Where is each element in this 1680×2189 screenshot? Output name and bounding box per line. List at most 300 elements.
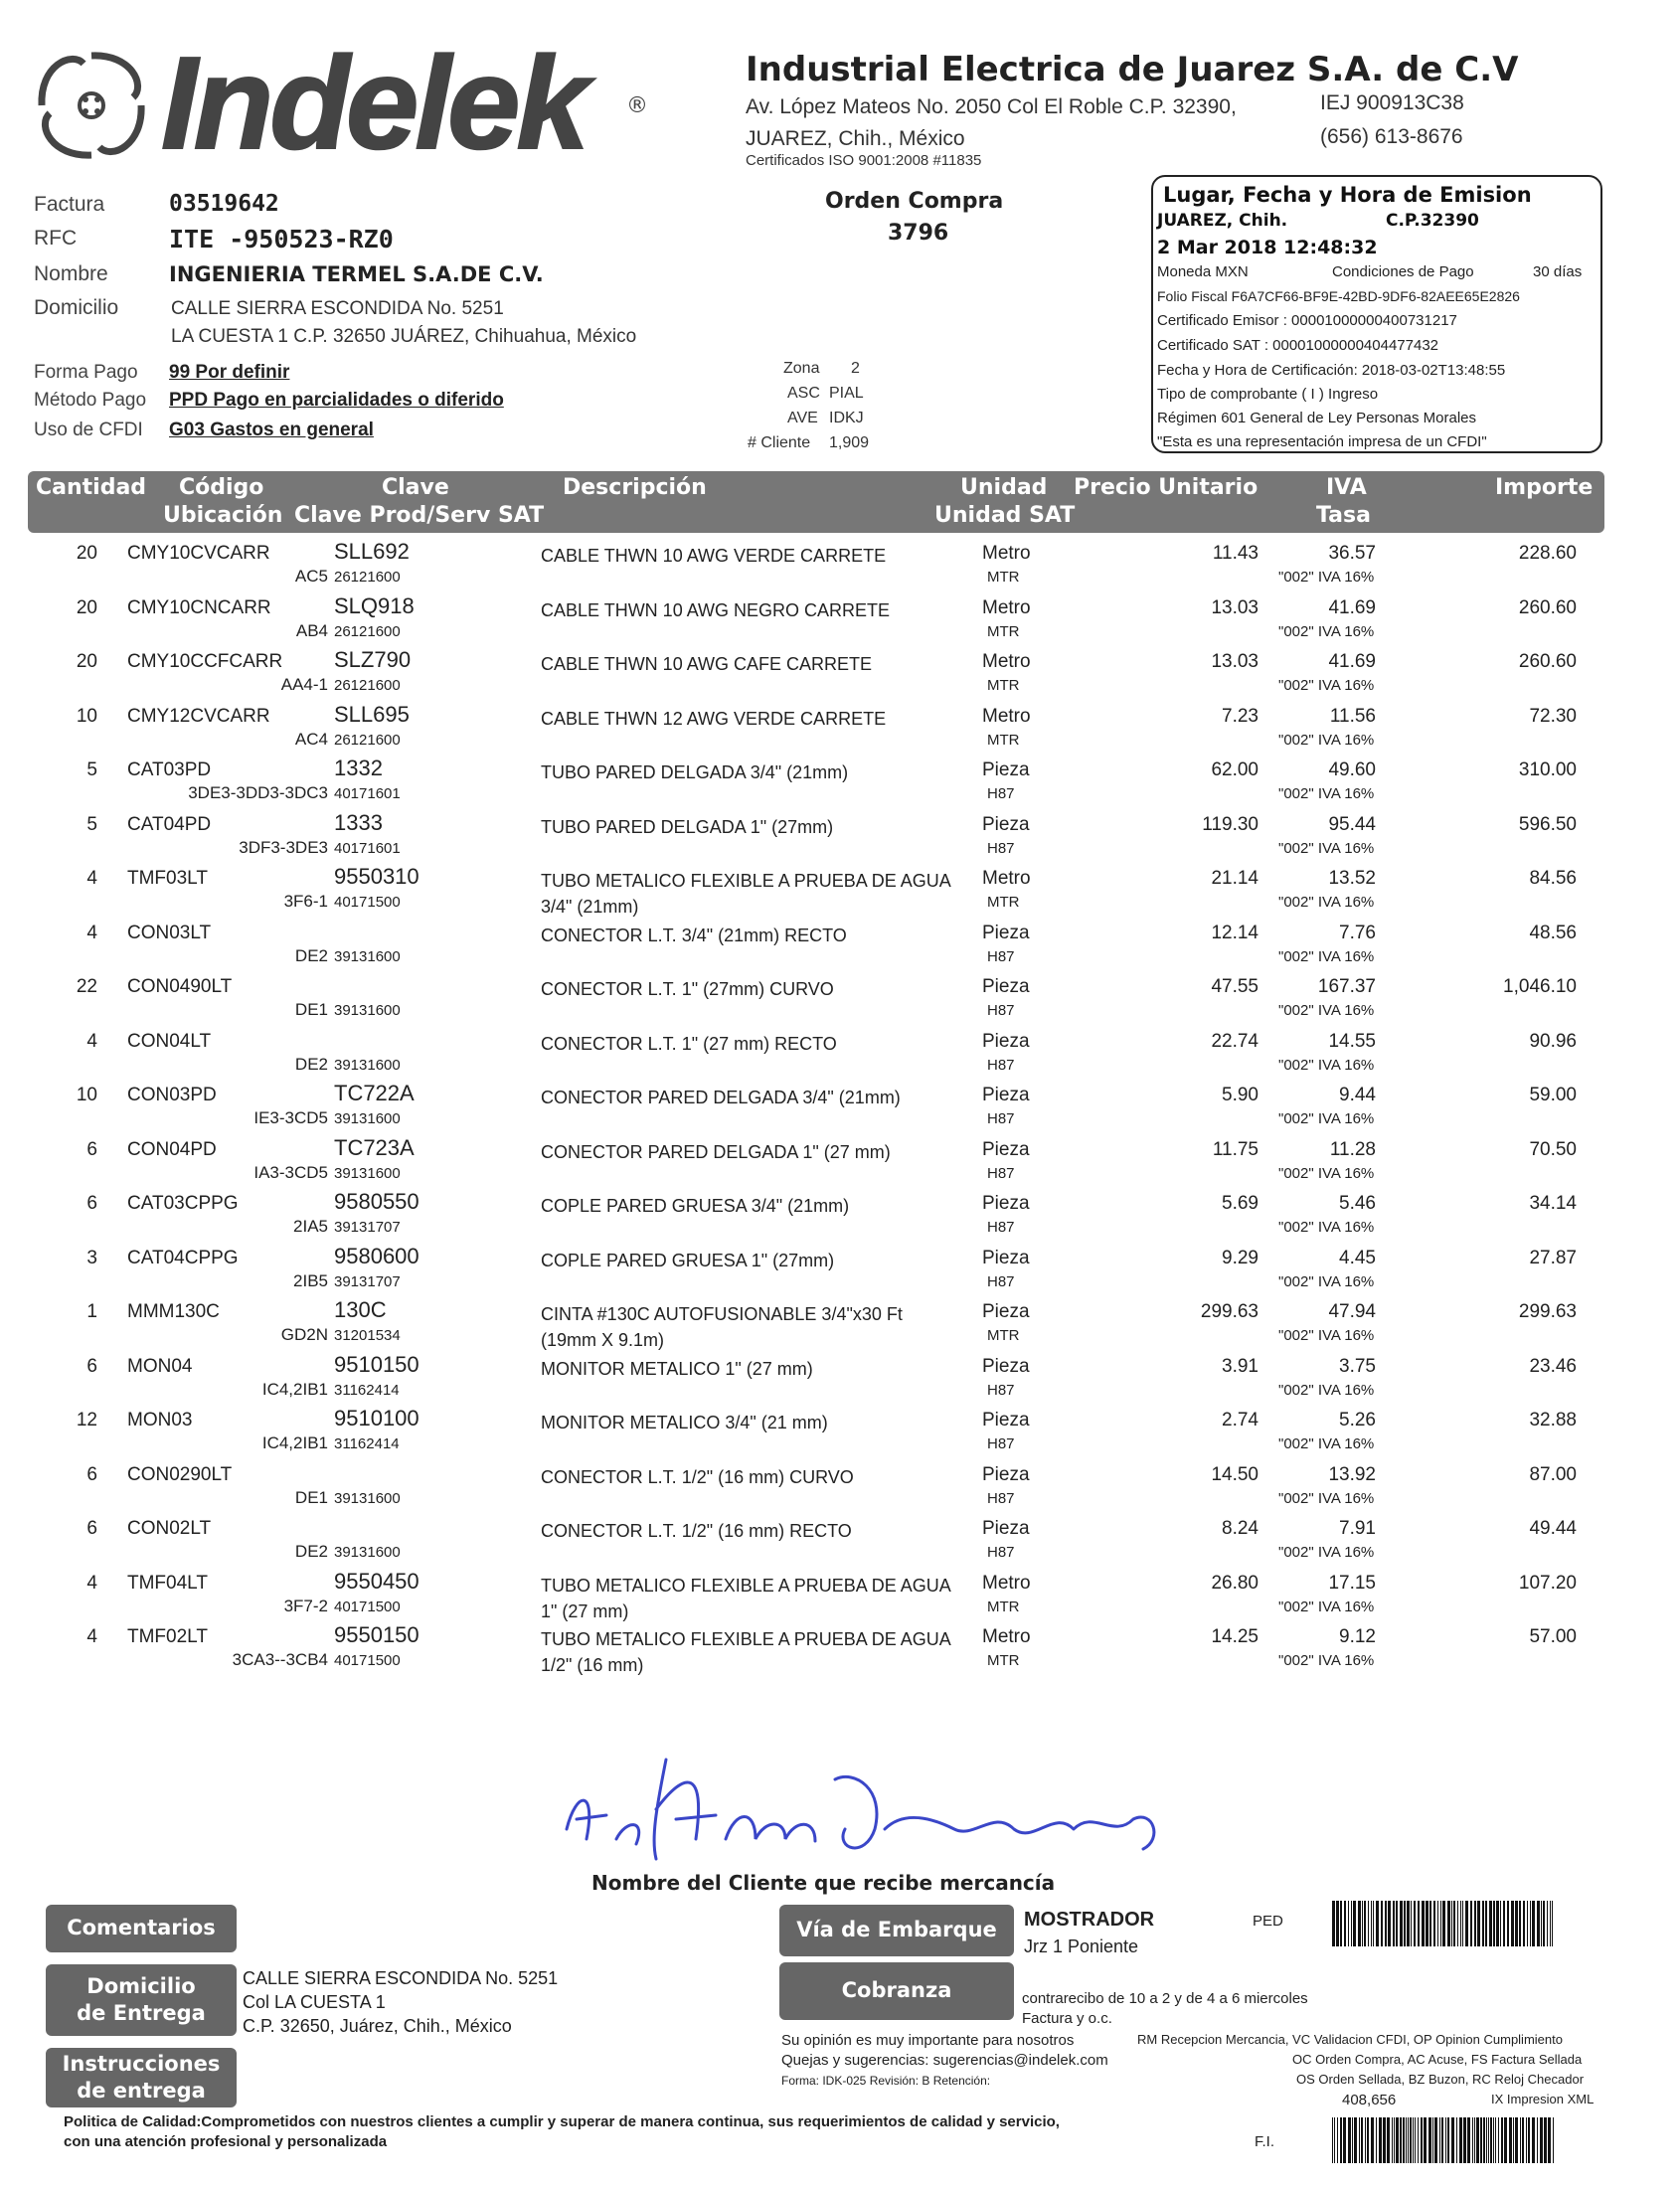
item-quantity: 4 bbox=[86, 868, 97, 889]
item-description-line1: CABLE THWN 10 AWG NEGRO CARRETE bbox=[541, 599, 891, 620]
col-clave-sat: Clave Prod/Serv SAT bbox=[294, 503, 545, 528]
item-code: MMM130C bbox=[127, 1301, 220, 1322]
item-unit-sat: H87 bbox=[987, 1164, 1015, 1182]
col-clave: Clave bbox=[382, 475, 449, 500]
item-location: AA4-1 bbox=[280, 675, 328, 694]
item-amount: 107.20 bbox=[1518, 1572, 1577, 1594]
item-description bbox=[541, 759, 848, 785]
item-description bbox=[541, 543, 886, 569]
item-unit: Pieza bbox=[982, 1193, 1030, 1214]
item-unit-price: 47.55 bbox=[1211, 976, 1259, 997]
instrucciones-label-1: Instrucciones bbox=[62, 2051, 221, 2076]
item-iva: 167.37 bbox=[1317, 976, 1376, 997]
item-iva: 36.57 bbox=[1328, 543, 1376, 564]
item-tasa: "002" IVA 16% bbox=[1278, 1544, 1375, 1561]
item-description bbox=[541, 1573, 951, 1624]
item-location: AC4 bbox=[294, 729, 328, 749]
table-row bbox=[28, 1077, 1604, 1130]
tipo-comprobante: Tipo de comprobante ( I ) Ingreso bbox=[1157, 386, 1379, 403]
item-quantity: 6 bbox=[86, 1518, 97, 1539]
item-code: CON04LT bbox=[127, 1030, 212, 1052]
item-sat-code: 39131600 bbox=[334, 1056, 401, 1074]
zona-label: Zona bbox=[783, 360, 820, 377]
item-unit-price: 13.03 bbox=[1211, 596, 1259, 618]
item-tasa: "002" IVA 16% bbox=[1278, 1598, 1375, 1615]
item-sat-code: 39131600 bbox=[334, 1164, 401, 1182]
item-location: DE1 bbox=[294, 1487, 328, 1507]
item-description bbox=[541, 1085, 901, 1110]
item-unit-price: 299.63 bbox=[1200, 1301, 1259, 1322]
item-sat-code: 39131707 bbox=[334, 1219, 401, 1236]
delivery-address-line2: Col LA CUESTA 1 bbox=[243, 1992, 386, 2012]
item-clave: SLL695 bbox=[334, 701, 410, 727]
item-description-line1: COPLE PARED GRUESA 3/4" (21mm) bbox=[541, 1196, 850, 1216]
item-clave: 9580550 bbox=[334, 1189, 420, 1214]
item-iva: 7.91 bbox=[1339, 1518, 1376, 1539]
item-location: IE3-3CD5 bbox=[253, 1108, 328, 1127]
item-location: AC5 bbox=[294, 567, 328, 586]
asc-label: ASC bbox=[787, 385, 820, 402]
item-iva: 95.44 bbox=[1328, 813, 1376, 835]
table-row bbox=[28, 806, 1604, 860]
item-code: CON0490LT bbox=[127, 976, 233, 997]
item-unit-sat: MTR bbox=[987, 731, 1020, 749]
item-clave: 9550450 bbox=[334, 1568, 420, 1594]
item-sat-code: 26121600 bbox=[334, 731, 401, 749]
item-quantity: 5 bbox=[86, 813, 97, 835]
item-unit: Pieza bbox=[982, 976, 1030, 997]
item-unit-sat: MTR bbox=[987, 622, 1020, 640]
domicilio-entrega-label-1: Domicilio bbox=[86, 1973, 196, 1998]
item-unit: Metro bbox=[982, 1626, 1031, 1647]
item-description bbox=[541, 1356, 813, 1382]
item-clave: 9510100 bbox=[334, 1406, 420, 1431]
item-amount: 1,046.10 bbox=[1503, 976, 1577, 997]
item-iva: 17.15 bbox=[1328, 1572, 1376, 1594]
item-unit-price: 5.90 bbox=[1222, 1085, 1259, 1105]
via-embarque-sub: Jrz 1 Poniente bbox=[1024, 1936, 1139, 1956]
item-unit-sat: H87 bbox=[987, 1110, 1015, 1127]
item-clave: TC722A bbox=[334, 1081, 415, 1105]
item-clave: 130C bbox=[334, 1297, 387, 1322]
col-importe: Importe bbox=[1495, 475, 1594, 500]
item-iva: 13.52 bbox=[1328, 868, 1376, 889]
item-description-line1: CONECTOR L.T. 1/2" (16 mm) CURVO bbox=[541, 1466, 854, 1487]
item-unit: Pieza bbox=[982, 1518, 1030, 1539]
table-row bbox=[28, 1618, 1604, 1675]
cfdi-representation: "Esta es una representación impresa de un CFDI" bbox=[1157, 433, 1487, 450]
item-unit: Pieza bbox=[982, 813, 1030, 835]
item-location: IA3-3CD5 bbox=[253, 1162, 328, 1182]
item-unit-sat: H87 bbox=[987, 785, 1015, 802]
item-description-line1: CONECTOR L.T. 1" (27mm) CURVO bbox=[541, 979, 834, 999]
item-description bbox=[541, 1464, 854, 1490]
certificado-sat: Certificado SAT : 00001000000404477432 bbox=[1157, 337, 1439, 354]
delivery-address-line3: C.P. 32650, Juárez, Chih., México bbox=[243, 2016, 512, 2036]
instrucciones-label-2: de entrega bbox=[77, 2079, 206, 2103]
item-unit-sat: MTR bbox=[987, 1652, 1020, 1669]
cliente-label: # Cliente bbox=[748, 434, 811, 451]
table-row bbox=[28, 643, 1604, 697]
legend-number: 408,656 bbox=[1342, 2092, 1397, 2108]
table-row bbox=[28, 1023, 1604, 1077]
item-unit: Metro bbox=[982, 868, 1031, 889]
client-rfc: ITE -950523-RZ0 bbox=[169, 225, 394, 253]
item-sat-code: 40171601 bbox=[334, 839, 401, 857]
item-unit: Metro bbox=[982, 705, 1031, 727]
item-location: DE1 bbox=[294, 1000, 328, 1019]
item-clave: 9550150 bbox=[334, 1622, 420, 1647]
quejas-text: Quejas y sugerencias: sugerencias@indelek.com bbox=[781, 2052, 1108, 2069]
item-tasa: "002" IVA 16% bbox=[1278, 894, 1375, 911]
item-description bbox=[541, 923, 847, 948]
item-tasa: "002" IVA 16% bbox=[1278, 569, 1375, 586]
item-iva: 7.76 bbox=[1339, 922, 1376, 943]
fi-label: F.I. bbox=[1255, 2133, 1275, 2150]
item-iva: 41.69 bbox=[1328, 596, 1376, 618]
item-quantity: 6 bbox=[86, 1463, 97, 1485]
col-codigo: Código bbox=[179, 475, 264, 500]
domicilio-entrega-button[interactable] bbox=[46, 1964, 237, 2036]
item-quantity: 4 bbox=[86, 1030, 97, 1052]
item-description-line1: CONECTOR L.T. 3/4" (21mm) RECTO bbox=[541, 925, 847, 945]
item-amount: 57.00 bbox=[1529, 1626, 1577, 1647]
item-description bbox=[541, 1193, 849, 1219]
item-unit-price: 3.91 bbox=[1222, 1355, 1259, 1377]
item-code: TMF02LT bbox=[127, 1626, 208, 1647]
item-code: CON03PD bbox=[127, 1085, 217, 1105]
via-embarque-button[interactable]: Vía de Embarque bbox=[779, 1905, 1014, 1956]
item-description-line1: TUBO METALICO FLEXIBLE A PRUEBA DE AGUA bbox=[541, 1575, 951, 1596]
item-quantity: 5 bbox=[86, 759, 97, 780]
item-clave: SLZ790 bbox=[334, 647, 412, 672]
item-iva: 9.44 bbox=[1339, 1085, 1376, 1105]
comentarios-button[interactable]: Comentarios bbox=[46, 1905, 237, 1952]
nombre-label: Nombre bbox=[34, 262, 108, 285]
ave-value: IDKJ bbox=[829, 410, 864, 426]
brand-wordmark: Indelek bbox=[161, 30, 586, 176]
item-description bbox=[541, 976, 834, 1002]
item-quantity: 6 bbox=[86, 1138, 97, 1160]
item-quantity: 22 bbox=[76, 976, 97, 997]
item-sat-code: 31201534 bbox=[334, 1327, 401, 1344]
customer-signature bbox=[557, 1735, 1173, 1869]
item-description-line2: (19mm X 9.1m) bbox=[541, 1330, 665, 1350]
asc-value: PIAL bbox=[829, 385, 864, 402]
item-description-line1: CONECTOR PARED DELGADA 3/4" (21mm) bbox=[541, 1088, 901, 1107]
item-unit-sat: MTR bbox=[987, 1598, 1020, 1615]
item-unit: Pieza bbox=[982, 759, 1030, 780]
item-description-line1: TUBO METALICO FLEXIBLE A PRUEBA DE AGUA bbox=[541, 1629, 951, 1649]
item-quantity: 1 bbox=[86, 1301, 97, 1322]
item-amount: 596.50 bbox=[1518, 813, 1577, 835]
orden-compra-value: 3796 bbox=[888, 221, 949, 246]
item-sat-code: 39131600 bbox=[334, 947, 401, 965]
item-clave: SLL692 bbox=[334, 539, 410, 564]
forma-revision: Forma: IDK-025 Revisión: B Retención: bbox=[781, 2074, 991, 2088]
item-unit: Metro bbox=[982, 651, 1031, 672]
item-iva: 5.46 bbox=[1339, 1193, 1376, 1214]
item-tasa: "002" IVA 16% bbox=[1278, 1219, 1375, 1236]
item-quantity: 10 bbox=[76, 1085, 97, 1105]
item-unit-sat: H87 bbox=[987, 1056, 1015, 1074]
delivery-address-line1: CALLE SIERRA ESCONDIDA No. 5251 bbox=[243, 1968, 559, 1988]
table-row bbox=[28, 752, 1604, 805]
item-description bbox=[541, 1518, 852, 1544]
item-unit: Metro bbox=[982, 596, 1031, 618]
item-quantity: 6 bbox=[86, 1355, 97, 1377]
item-unit-price: 21.14 bbox=[1211, 868, 1259, 889]
item-code: CON02LT bbox=[127, 1518, 212, 1539]
item-tasa: "002" IVA 16% bbox=[1278, 1652, 1375, 1669]
table-row bbox=[28, 698, 1604, 752]
item-quantity: 12 bbox=[76, 1410, 97, 1431]
item-sat-code: 40171500 bbox=[334, 1598, 401, 1615]
item-unit-sat: MTR bbox=[987, 569, 1020, 586]
item-unit-price: 13.03 bbox=[1211, 651, 1259, 672]
moneda: Moneda MXN bbox=[1157, 263, 1249, 280]
cobranza-button[interactable]: Cobranza bbox=[779, 1962, 1014, 2020]
table-row bbox=[28, 1402, 1604, 1455]
item-unit-price: 2.74 bbox=[1222, 1410, 1259, 1431]
item-description bbox=[541, 1139, 891, 1165]
item-sat-code: 40171601 bbox=[334, 785, 401, 802]
item-unit-sat: H87 bbox=[987, 839, 1015, 857]
item-code: CON0290LT bbox=[127, 1463, 233, 1485]
item-code: CAT03CPPG bbox=[127, 1193, 239, 1214]
item-unit: Metro bbox=[982, 1572, 1031, 1594]
item-description-line1: COPLE PARED GRUESA 1" (27mm) bbox=[541, 1250, 835, 1270]
item-description-line2: 3/4" (21mm) bbox=[541, 897, 639, 917]
item-code: CMY10CNCARR bbox=[127, 596, 271, 618]
item-iva: 3.75 bbox=[1339, 1355, 1376, 1377]
item-amount: 32.88 bbox=[1529, 1410, 1577, 1431]
signature-text: fco. Antonio Delgado Juárez bbox=[557, 1735, 777, 1754]
item-amount: 72.30 bbox=[1529, 705, 1577, 727]
item-sat-code: 26121600 bbox=[334, 569, 401, 586]
item-location: 3DE3-3DD3-3DC3 bbox=[188, 783, 328, 802]
item-description bbox=[541, 1301, 903, 1353]
item-unit: Pieza bbox=[982, 1247, 1030, 1268]
item-unit: Pieza bbox=[982, 1463, 1030, 1485]
forma-pago-value: 99 Por definir bbox=[169, 362, 290, 383]
item-clave: SLQ918 bbox=[334, 592, 415, 618]
item-quantity: 3 bbox=[86, 1247, 97, 1268]
item-location: 2IA5 bbox=[293, 1217, 328, 1236]
item-quantity: 4 bbox=[86, 922, 97, 943]
table-row bbox=[28, 968, 1604, 1022]
col-descripcion: Descripción bbox=[563, 475, 707, 500]
item-location: 3DF3-3DE3 bbox=[239, 837, 328, 857]
item-amount: 310.00 bbox=[1518, 759, 1577, 780]
item-unit-sat: H87 bbox=[987, 1435, 1015, 1452]
uso-cfdi-value: G03 Gastos en general bbox=[169, 420, 374, 440]
item-location: IC4,2IB1 bbox=[261, 1433, 328, 1452]
item-quantity: 6 bbox=[86, 1193, 97, 1214]
legend-line3: OS Orden Sellada, BZ Buzon, RC Reloj Checador bbox=[1296, 2072, 1585, 2087]
company-logo bbox=[22, 32, 658, 181]
domicilio-entrega-label-2: de Entrega bbox=[77, 2001, 206, 2025]
item-tasa: "002" IVA 16% bbox=[1278, 1272, 1375, 1290]
emission-title: Lugar, Fecha y Hora de Emision bbox=[1163, 183, 1532, 207]
item-amount: 260.60 bbox=[1518, 651, 1577, 672]
item-description-line2: 1/2" (16 mm) bbox=[541, 1655, 644, 1675]
item-amount: 34.14 bbox=[1529, 1193, 1577, 1214]
signature-label: Nombre del Cliente que recibe mercancía bbox=[591, 1871, 1056, 1895]
table-row bbox=[28, 1185, 1604, 1239]
item-iva: 11.56 bbox=[1329, 705, 1376, 727]
fecha-certificacion: Fecha y Hora de Certificación: 2018-03-02T13:48:55 bbox=[1157, 362, 1506, 379]
cobranza-line2: Factura y o.c. bbox=[1022, 2010, 1112, 2027]
item-description-line2: 1" (27 mm) bbox=[541, 1600, 629, 1621]
item-amount: 59.00 bbox=[1529, 1085, 1577, 1105]
item-clave: 1332 bbox=[334, 756, 383, 780]
col-tasa: Tasa bbox=[1316, 503, 1371, 528]
item-amount: 27.87 bbox=[1529, 1247, 1577, 1268]
item-description-line1: MONITOR METALICO 3/4" (21 mm) bbox=[541, 1413, 828, 1432]
item-sat-code: 40171500 bbox=[334, 1652, 401, 1669]
item-sat-code: 39131707 bbox=[334, 1272, 401, 1290]
table-row bbox=[28, 535, 1604, 589]
item-quantity: 4 bbox=[86, 1572, 97, 1594]
item-sat-code: 31162414 bbox=[334, 1435, 400, 1452]
item-sat-code: 39131600 bbox=[334, 1110, 401, 1127]
folio-fiscal: Folio Fiscal F6A7CF66-BF9E-42BD-9DF6-82AEE65E2826 bbox=[1157, 288, 1520, 304]
legend-line2: OC Orden Compra, AC Acuse, FS Factura Sellada bbox=[1292, 2052, 1583, 2067]
barcode-bottom-icon bbox=[1332, 2117, 1557, 2163]
item-description bbox=[541, 706, 886, 732]
factura-number: 03519642 bbox=[169, 191, 279, 217]
item-tasa: "002" IVA 16% bbox=[1278, 1164, 1375, 1182]
item-description bbox=[541, 1410, 828, 1435]
uso-cfdi-label: Uso de CFDI bbox=[34, 420, 143, 440]
condiciones-dias: 30 días bbox=[1533, 263, 1583, 280]
item-amount: 49.44 bbox=[1529, 1518, 1577, 1539]
item-unit-sat: MTR bbox=[987, 677, 1020, 694]
item-amount: 260.60 bbox=[1518, 596, 1577, 618]
item-amount: 90.96 bbox=[1529, 1030, 1577, 1052]
item-description-line1: TUBO PARED DELGADA 1" (27mm) bbox=[541, 816, 834, 837]
client-address-line1: CALLE SIERRA ESCONDIDA No. 5251 bbox=[171, 298, 504, 319]
item-unit: Pieza bbox=[982, 1410, 1030, 1431]
domicilio-label: Domicilio bbox=[34, 296, 119, 319]
item-code: TMF03LT bbox=[127, 868, 208, 889]
orden-compra-label: Orden Compra bbox=[825, 189, 1004, 214]
pinwheel-logo-icon bbox=[22, 36, 161, 175]
item-amount: 87.00 bbox=[1529, 1463, 1577, 1485]
item-tasa: "002" IVA 16% bbox=[1278, 839, 1375, 857]
item-description-line1: TUBO PARED DELGADA 3/4" (21mm) bbox=[541, 762, 849, 782]
item-description-line1: MONITOR METALICO 1" (27 mm) bbox=[541, 1358, 813, 1379]
item-description bbox=[541, 651, 872, 677]
item-quantity: 4 bbox=[86, 1626, 97, 1647]
table-row bbox=[28, 1348, 1604, 1402]
item-unit-sat: H87 bbox=[987, 1381, 1015, 1399]
regimen: Régimen 601 General de Ley Personas Morales bbox=[1157, 410, 1477, 426]
table-row bbox=[28, 1510, 1604, 1564]
barcode-top-icon bbox=[1332, 1901, 1557, 1946]
company-address-line1: Av. López Mateos No. 2050 Col El Roble C.P. 32390, bbox=[746, 95, 1237, 118]
table-row bbox=[28, 1131, 1604, 1185]
item-code: CMY12CVCARR bbox=[127, 705, 270, 727]
item-iva: 49.60 bbox=[1328, 759, 1376, 780]
company-certs: Certificados ISO 9001:2008 #11835 bbox=[746, 152, 982, 169]
item-unit: Pieza bbox=[982, 922, 1030, 943]
table-row bbox=[28, 1293, 1604, 1350]
item-description-line1: CONECTOR L.T. 1" (27 mm) RECTO bbox=[541, 1033, 837, 1054]
item-iva: 4.45 bbox=[1339, 1247, 1376, 1268]
emission-cp: C.P.32390 bbox=[1386, 211, 1479, 231]
item-unit-price: 12.14 bbox=[1211, 922, 1259, 943]
item-quantity: 20 bbox=[76, 651, 97, 672]
item-unit: Pieza bbox=[982, 1355, 1030, 1377]
item-unit-price: 22.74 bbox=[1211, 1030, 1259, 1052]
cobranza-line1: contrarecibo de 10 a 2 y de 4 a 6 miercoles bbox=[1022, 1990, 1308, 2007]
table-header bbox=[28, 471, 1604, 533]
item-code: CAT04PD bbox=[127, 813, 212, 835]
item-unit-price: 62.00 bbox=[1211, 759, 1259, 780]
ped-label: PED bbox=[1253, 1913, 1283, 1930]
item-code: CMY10CVCARR bbox=[127, 543, 270, 564]
metodo-pago-value: PPD Pago en parcialidades o diferido bbox=[169, 390, 504, 411]
item-description bbox=[541, 597, 890, 623]
item-quantity: 20 bbox=[76, 543, 97, 564]
forma-pago-label: Forma Pago bbox=[34, 362, 138, 383]
item-description-line1: CONECTOR PARED DELGADA 1" (27 mm) bbox=[541, 1141, 891, 1162]
item-code: CAT04CPPG bbox=[127, 1247, 239, 1268]
item-unit-sat: H87 bbox=[987, 947, 1015, 965]
item-location: DE2 bbox=[294, 945, 328, 965]
item-code: TMF04LT bbox=[127, 1572, 208, 1594]
item-description-line1: CABLE THWN 10 AWG CAFE CARRETE bbox=[541, 654, 873, 674]
item-iva: 47.94 bbox=[1328, 1301, 1376, 1322]
item-description bbox=[541, 814, 833, 840]
item-code: CAT03PD bbox=[127, 759, 212, 780]
item-unit: Pieza bbox=[982, 1085, 1030, 1105]
item-amount: 84.56 bbox=[1529, 868, 1577, 889]
factura-label: Factura bbox=[34, 193, 105, 216]
item-unit-sat: H87 bbox=[987, 1272, 1015, 1290]
item-location: 3F6-1 bbox=[283, 892, 328, 911]
instrucciones-button[interactable] bbox=[46, 2048, 237, 2107]
item-unit-price: 26.80 bbox=[1211, 1572, 1259, 1594]
item-clave: 1333 bbox=[334, 809, 383, 835]
item-location: 2IB5 bbox=[293, 1270, 328, 1290]
item-sat-code: 26121600 bbox=[334, 622, 401, 640]
registered-mark: ® bbox=[626, 93, 648, 118]
item-sat-code: 31162414 bbox=[334, 1381, 400, 1399]
item-location: IC4,2IB1 bbox=[261, 1379, 328, 1399]
company-address-line2: JUAREZ, Chih., México bbox=[746, 127, 965, 150]
item-tasa: "002" IVA 16% bbox=[1278, 622, 1375, 640]
item-location: 3CA3--3CB4 bbox=[232, 1650, 328, 1669]
item-description bbox=[541, 1248, 834, 1273]
item-unit-price: 14.50 bbox=[1211, 1463, 1259, 1485]
item-location: DE2 bbox=[294, 1054, 328, 1074]
item-unit-sat: MTR bbox=[987, 1327, 1020, 1344]
item-clave: TC723A bbox=[334, 1134, 415, 1160]
item-tasa: "002" IVA 16% bbox=[1278, 1489, 1375, 1507]
item-tasa: "002" IVA 16% bbox=[1278, 1110, 1375, 1127]
item-unit: Pieza bbox=[982, 1030, 1030, 1052]
opinion-text: Su opinión es muy importante para nosotros bbox=[781, 2032, 1075, 2049]
item-sat-code: 40171500 bbox=[334, 894, 401, 911]
item-unit: Pieza bbox=[982, 1138, 1030, 1160]
client-name: INGENIERIA TERMEL S.A.DE C.V. bbox=[169, 262, 544, 286]
item-amount: 48.56 bbox=[1529, 922, 1577, 943]
cliente-value: 1,909 bbox=[829, 434, 870, 451]
item-code: MON03 bbox=[127, 1410, 193, 1431]
